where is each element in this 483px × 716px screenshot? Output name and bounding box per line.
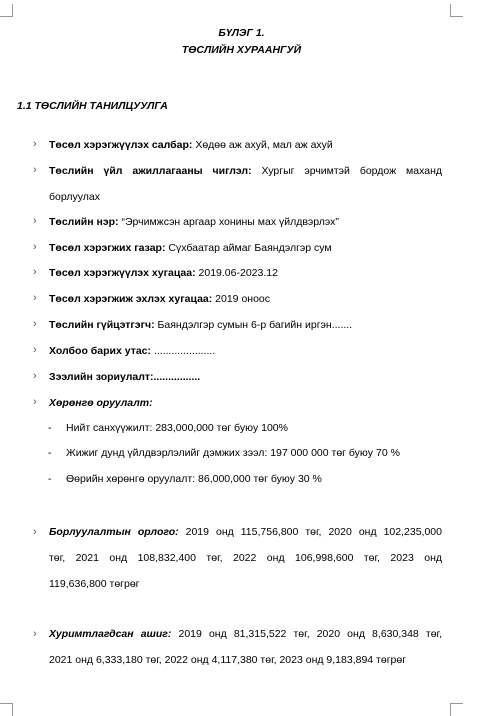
duration-item: [49, 260, 442, 286]
investment-label: Хөрөнгө оруулалт:: [49, 397, 153, 409]
phone-label: Холбоо барих утас:: [49, 345, 152, 357]
loan-purpose-value: ................: [153, 371, 201, 383]
bullet-arrow-icon: ›: [33, 318, 37, 330]
section-heading: 1.1 ТӨСЛИЙН ТАНИЛЦУУЛГА: [17, 100, 168, 112]
duration-value: 2019.06-2023.12: [195, 267, 278, 279]
dash-bullet: -: [48, 473, 52, 485]
revenue-line3: 119,636,800 төгрөг: [49, 578, 140, 590]
bullet-arrow-icon: ›: [33, 215, 37, 227]
project-name-item: [49, 209, 442, 235]
sector-value: Хөдөө аж ахуй, мал аж ахуй: [192, 139, 333, 151]
activity-label: Төслийн үйл ажиллагааны чиглэл:: [49, 165, 252, 177]
loan-purpose-label: Зээлийн зориулалт:: [49, 371, 154, 383]
bullet-arrow-icon: ›: [33, 526, 37, 538]
start-item: [49, 286, 442, 312]
bullet-arrow-icon: ›: [33, 292, 37, 304]
executor-value: Баяндэлгэр сумын 6-р багийн иргэн.......: [154, 319, 353, 331]
bullet-arrow-icon: ›: [33, 138, 37, 150]
loan-purpose-item: [49, 364, 442, 390]
sector-item: [49, 132, 442, 158]
profit-line1: 2019 онд 81,315,522 төг, 2020 онд 8,630,348 төг,: [171, 628, 442, 640]
bullet-arrow-icon: ›: [33, 628, 37, 640]
duration-label: Төсөл хэрэгжүүлэх хугацаа:: [49, 267, 196, 279]
place-label: Төсөл хэрэгжих газар:: [49, 242, 166, 254]
investment-loan: Жижиг дунд үйлдвэрлэлийг дэмжих зээл: 197 000 000 төг буюу 70 %: [66, 447, 400, 459]
project-name-label: Төслийн нэр:: [49, 216, 119, 228]
start-value: 2019 оноос: [212, 293, 271, 305]
chapter-number: БҮЛЭГ 1.: [218, 27, 265, 39]
bullet-arrow-icon: ›: [33, 164, 37, 176]
bullet-arrow-icon: ›: [33, 344, 37, 356]
profit-label: Хуримтлагдсан ашиг:: [49, 628, 172, 640]
investment-own: Өөрийн хөрөнгө оруулалт: 86,000,000 төг буюу 30 %: [66, 473, 322, 485]
revenue-label: Борлуулалтын орлого:: [49, 526, 179, 538]
executor-label: Төслийн гүйцэтгэгч:: [49, 319, 155, 331]
investment-total: Нийт санхүүжилт: 283,000,000 төг буюу 100%: [66, 422, 288, 434]
page-corner-mark-bottom-right: [450, 703, 463, 716]
dash-bullet: -: [48, 422, 52, 434]
investment-item: [49, 390, 442, 416]
project-name-value: “Эрчимжсэн аргаар хонины мах үйлдвэрлэх”: [118, 216, 339, 228]
profit-line2: 2021 онд 6,333,180 төг, 2022 онд 4,117,380 төг, 2023 онд 9,183,894 төгрөг: [49, 654, 407, 666]
revenue-line1: 2019 онд 115,756,800 төг, 2020 онд 102,235,000: [178, 526, 442, 538]
activity-value-line2: борлуулах: [49, 191, 100, 203]
revenue-line2: төг, 2021 онд 108,832,400 төг, 2022 онд 106,998,600 төг, 2023 онд: [49, 552, 442, 564]
phone-value: .....................: [151, 345, 216, 357]
page-corner-mark-top-left: [0, 4, 13, 17]
profit-item: [49, 621, 442, 673]
dash-bullet: -: [48, 447, 52, 459]
start-label: Төсөл хэрэгжиж эхлэх хугацаа:: [49, 293, 213, 305]
chapter-title: ТӨСЛИЙН ХУРААНГУЙ: [181, 44, 302, 56]
page-corner-mark-bottom-left: [0, 703, 13, 716]
bullet-arrow-icon: ›: [33, 370, 37, 382]
phone-item: [49, 338, 442, 364]
bullet-arrow-icon: ›: [33, 396, 37, 408]
revenue-item: [49, 519, 442, 597]
page-corner-mark-top-right: [450, 4, 463, 17]
executor-item: [49, 312, 442, 338]
place-item: [49, 235, 442, 261]
sector-label: Төсөл хэрэгжүүлэх салбар:: [49, 139, 193, 151]
activity-item: [49, 158, 442, 210]
place-value: Сүхбаатар аймаг Баяндэлгэр сум: [165, 242, 332, 254]
activity-value-line1: Хургыг эрчимтэй бордож маханд: [251, 165, 443, 177]
bullet-arrow-icon: ›: [33, 266, 37, 278]
bullet-arrow-icon: ›: [33, 241, 37, 253]
